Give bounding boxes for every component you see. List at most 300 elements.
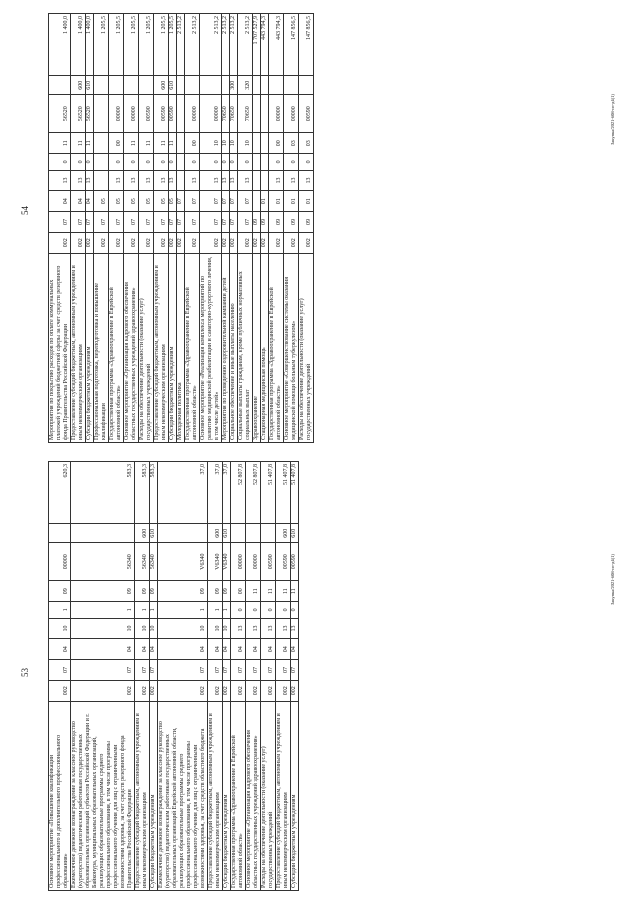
cell-sum: 583,3 bbox=[135, 462, 150, 524]
footer-left: Закупка/2021-608-сп-д4(1) bbox=[610, 554, 615, 605]
cell-rz: 07 bbox=[49, 212, 71, 233]
cell-cs: 13 bbox=[299, 170, 314, 191]
cell-c3: 00 bbox=[185, 133, 200, 154]
cell-cs: 13 bbox=[231, 618, 246, 639]
cell-pr: 05 bbox=[169, 191, 177, 212]
cell-cs: 13 bbox=[154, 170, 169, 191]
cell-c4 bbox=[177, 95, 185, 133]
cell-cs: 13 bbox=[284, 170, 299, 191]
cell-pr: 01 bbox=[261, 191, 269, 212]
cell-c3: 11 bbox=[291, 581, 299, 602]
cell-cs: 13 bbox=[246, 618, 261, 639]
cell-sum: 2 513,2 bbox=[238, 14, 253, 76]
cell-c2: 0 bbox=[139, 154, 154, 170]
table-row bbox=[246, 462, 261, 891]
cell-cs: 13 bbox=[269, 170, 284, 191]
cell-name: Государственная программа «Здравоохранение в Еврейской автономной области» bbox=[109, 253, 124, 442]
cell-rz: 07 bbox=[261, 660, 276, 681]
cell-c3: 03 bbox=[284, 133, 299, 154]
cell-c2: 0 bbox=[269, 154, 284, 170]
cell-c3: 09 bbox=[158, 581, 208, 602]
cell-vr bbox=[49, 524, 71, 543]
table-row bbox=[200, 14, 222, 443]
cell-c3: 10 bbox=[230, 133, 238, 154]
cell-c2: 0 bbox=[299, 154, 314, 170]
cell-c2 bbox=[261, 154, 269, 170]
cell-c2: 1 bbox=[49, 602, 71, 618]
cell-vr: 300 bbox=[230, 76, 238, 95]
cell-cs: 13 bbox=[291, 618, 299, 639]
cell-vr bbox=[185, 76, 200, 95]
cell-c2: 1 bbox=[208, 602, 223, 618]
cell-vr bbox=[222, 76, 230, 95]
cell-c3: 00 bbox=[231, 581, 246, 602]
cell-c3: 00 bbox=[109, 133, 124, 154]
cell-pr: 07 bbox=[177, 191, 185, 212]
cell-pr: 01 bbox=[299, 191, 314, 212]
cell-pr: 04 bbox=[150, 639, 158, 660]
cell-sum: 443 794,3 bbox=[269, 14, 284, 76]
cell-sum: 2 513,2 bbox=[185, 14, 200, 76]
cell-org: 002 bbox=[169, 232, 177, 253]
cell-cs: 13 bbox=[86, 170, 94, 191]
table-row bbox=[291, 462, 299, 891]
cell-rz: 07 bbox=[246, 660, 261, 681]
cell-c4: 56520 bbox=[86, 95, 94, 133]
cell-name: Мероприятия по проведению оздоровительной кампании детей bbox=[222, 253, 230, 442]
cell-name: Предоставление субсидий бюджетным, автономным учреждениям и иным некоммерческим организациям bbox=[276, 701, 291, 890]
cell-pr: 04 bbox=[49, 191, 71, 212]
cell-c3: 09 bbox=[135, 581, 150, 602]
table-row bbox=[238, 14, 253, 443]
cell-org: 002 bbox=[71, 232, 86, 253]
cell-cs: 13 bbox=[49, 170, 71, 191]
cell-vr bbox=[158, 524, 208, 543]
cell-vr: 600 bbox=[276, 524, 291, 543]
table-row bbox=[71, 14, 86, 443]
cell-rz: 07 bbox=[177, 212, 185, 233]
cell-name: Ежемесячное денежное вознаграждение за классное руководство (кураторство) педагогическим работникам государственных образовательных организаций субъектов Российской Федерации и г. Байконура, муниципальных образовательных организаций, реализующих образовательные программы среднего профессионального образования, в том числе программы профессионального обучения для лиц с ограниченными возможностями здоровья, за счет средств резервного фонда Правительства Российской Федерации bbox=[71, 701, 135, 890]
cell-c3: 11 bbox=[169, 133, 177, 154]
cell-sum: 1 400,0 bbox=[49, 14, 71, 76]
cell-cs: 13 bbox=[71, 170, 86, 191]
cell-c2: 0 bbox=[109, 154, 124, 170]
cell-c2 bbox=[177, 154, 185, 170]
cell-pr: 05 bbox=[94, 191, 109, 212]
cell-name: Субсидии бюджетным учреждениям bbox=[291, 701, 299, 890]
cell-rz: 07 bbox=[185, 212, 200, 233]
cell-c2: 0 bbox=[71, 154, 86, 170]
cell-c4: 70650 bbox=[238, 95, 253, 133]
cell-rz: 07 bbox=[71, 212, 86, 233]
cell-pr: 05 bbox=[139, 191, 154, 212]
cell-vr bbox=[284, 76, 299, 95]
cell-c2: 0 bbox=[261, 602, 276, 618]
table-row bbox=[223, 462, 231, 891]
cell-rz: 07 bbox=[86, 212, 94, 233]
cell-pr: 04 bbox=[261, 639, 276, 660]
cell-name: Расходы на обеспечение деятельности (оказание услуг) государственных учреждений bbox=[261, 701, 276, 890]
cell-sum: 1 205,5 bbox=[154, 14, 169, 76]
cell-sum: 620,3 bbox=[49, 462, 71, 524]
cell-org: 002 bbox=[124, 232, 139, 253]
cell-sum: 1 205,5 bbox=[94, 14, 109, 76]
table-row bbox=[276, 462, 291, 891]
table-row bbox=[269, 14, 284, 443]
cell-org: 002 bbox=[185, 232, 200, 253]
cell-c4: V6340 bbox=[223, 543, 231, 581]
cell-c4: 00590 bbox=[169, 95, 177, 133]
cell-org: 002 bbox=[238, 232, 253, 253]
cell-pr: 07 bbox=[185, 191, 200, 212]
cell-pr: 04 bbox=[135, 639, 150, 660]
cell-name: Основное мероприятие «Повышение квалификации профессионального и дополнительного профессионального образования» bbox=[49, 701, 71, 890]
cell-pr: 04 bbox=[231, 639, 246, 660]
cell-c4: 00000 bbox=[49, 543, 71, 581]
cell-pr: 01 bbox=[284, 191, 299, 212]
cell-c4 bbox=[261, 95, 269, 133]
cell-c4: 00590 bbox=[276, 543, 291, 581]
cell-sum: 443 794,3 bbox=[261, 14, 269, 76]
table-row bbox=[150, 462, 158, 891]
cell-name: Профессиональная подготовка, переподготовка и повышение квалификации bbox=[94, 253, 109, 442]
cell-org: 002 bbox=[291, 680, 299, 701]
cell-vr bbox=[246, 524, 261, 543]
cell-c2: 0 bbox=[284, 154, 299, 170]
cell-vr: 610 bbox=[169, 76, 177, 95]
cell-name: Расходы на обеспечение деятельности (оказание услуг) государственных учреждений bbox=[299, 253, 314, 442]
cell-c2 bbox=[94, 154, 109, 170]
cell-sum: 1 205,5 bbox=[109, 14, 124, 76]
page-number-left: 53 bbox=[20, 668, 30, 677]
cell-rz: 07 bbox=[139, 212, 154, 233]
cell-c3: 11 bbox=[124, 133, 139, 154]
cell-cs bbox=[261, 170, 269, 191]
cell-vr: 600 bbox=[71, 76, 86, 95]
cell-c4: 00000 bbox=[185, 95, 200, 133]
cell-rz: 07 bbox=[223, 660, 231, 681]
table-row bbox=[154, 14, 169, 443]
cell-pr: 07 bbox=[230, 191, 238, 212]
table-row bbox=[231, 462, 246, 891]
cell-c3: 11 bbox=[154, 133, 169, 154]
table-row bbox=[261, 14, 269, 443]
cell-c3: 11 bbox=[139, 133, 154, 154]
cell-rz: 09 bbox=[261, 212, 269, 233]
cell-vr bbox=[94, 76, 109, 95]
cell-c4: 00000 bbox=[124, 95, 139, 133]
cell-name: Предоставление субсидий бюджетным, автономным учреждениям и иным некоммерческим организациям bbox=[154, 253, 169, 442]
cell-c2: 0 bbox=[230, 154, 238, 170]
cell-cs: 10 bbox=[49, 618, 71, 639]
cell-rz: 07 bbox=[94, 212, 109, 233]
cell-name: Основное мероприятие «Организация кадрового обеспечения областных государственных учреждений здравоохранения» bbox=[246, 701, 261, 890]
cell-rz: 07 bbox=[238, 212, 253, 233]
footer-right: Закупка/2021-608-сп-д4(1) bbox=[610, 94, 615, 145]
cell-org: 002 bbox=[139, 232, 154, 253]
cell-cs: 13 bbox=[169, 170, 177, 191]
table-row bbox=[169, 14, 177, 443]
cell-pr: 04 bbox=[71, 639, 135, 660]
cell-cs: 13 bbox=[222, 170, 230, 191]
cell-rz: 07 bbox=[291, 660, 299, 681]
cell-c3: 09 bbox=[49, 581, 71, 602]
cell-c3: 10 bbox=[238, 133, 253, 154]
page-number-right: 54 bbox=[20, 206, 30, 215]
cell-name: Молодежная политика bbox=[177, 253, 185, 442]
cell-c3: 11 bbox=[49, 133, 71, 154]
cell-cs bbox=[253, 170, 261, 191]
cell-name: Здравоохранение bbox=[253, 253, 261, 442]
table-row bbox=[222, 14, 230, 443]
cell-name: Расходы на обеспечение деятельности (оказание услуг) государственных учреждений bbox=[139, 253, 154, 442]
table-row bbox=[94, 14, 109, 443]
cell-vr bbox=[49, 76, 71, 95]
cell-rz: 07 bbox=[208, 660, 223, 681]
cell-c4: 70650 bbox=[230, 95, 238, 133]
cell-sum: 51 407,8 bbox=[291, 462, 299, 524]
table-row bbox=[253, 14, 261, 443]
cell-vr bbox=[261, 524, 276, 543]
cell-rz: 07 bbox=[49, 660, 71, 681]
cell-vr: 600 bbox=[135, 524, 150, 543]
cell-c2 bbox=[253, 154, 261, 170]
cell-org: 002 bbox=[284, 232, 299, 253]
cell-c4: V6340 bbox=[208, 543, 223, 581]
cell-org: 002 bbox=[261, 232, 269, 253]
cell-vr: 610 bbox=[223, 524, 231, 543]
cell-cs bbox=[94, 170, 109, 191]
cell-cs: 13 bbox=[230, 170, 238, 191]
cell-vr bbox=[200, 76, 222, 95]
cell-c2: 0 bbox=[169, 154, 177, 170]
cell-sum: 52 807,8 bbox=[246, 462, 261, 524]
cell-c4: 00000 bbox=[284, 95, 299, 133]
cell-c2: 0 bbox=[276, 602, 291, 618]
cell-sum: 147 856,5 bbox=[299, 14, 314, 76]
cell-rz: 09 bbox=[299, 212, 314, 233]
budget-table-left bbox=[48, 461, 299, 891]
cell-rz: 07 bbox=[109, 212, 124, 233]
cell-sum: 1 400,0 bbox=[86, 14, 94, 76]
cell-sum: 1 205,5 bbox=[169, 14, 177, 76]
cell-c3: 09 bbox=[71, 581, 135, 602]
cell-c4: 00590 bbox=[291, 543, 299, 581]
cell-c3: 10 bbox=[222, 133, 230, 154]
cell-c2: 1 bbox=[223, 602, 231, 618]
cell-org: 002 bbox=[246, 680, 261, 701]
cell-name: Основное мероприятие «Организация кадрового обеспечения областных государственных учреждений здравоохранения» bbox=[124, 253, 139, 442]
budget-table-right bbox=[48, 13, 314, 443]
cell-org: 002 bbox=[222, 232, 230, 253]
table-row bbox=[230, 14, 238, 443]
cell-cs: 13 bbox=[200, 170, 222, 191]
cell-org: 002 bbox=[109, 232, 124, 253]
cell-rz: 09 bbox=[253, 212, 261, 233]
cell-c4: 00590 bbox=[299, 95, 314, 133]
cell-c2: 0 bbox=[238, 154, 253, 170]
cell-org: 002 bbox=[208, 680, 223, 701]
cell-name: Предоставление субсидий бюджетным, автономным учреждениям и иным некоммерческим организациям bbox=[71, 253, 86, 442]
cell-cs: 13 bbox=[124, 170, 139, 191]
cell-cs: 13 bbox=[185, 170, 200, 191]
cell-c4: V6340 bbox=[158, 543, 208, 581]
cell-c3: 11 bbox=[86, 133, 94, 154]
cell-vr: 610 bbox=[150, 524, 158, 543]
cell-rz: 07 bbox=[231, 660, 246, 681]
cell-rz: 09 bbox=[284, 212, 299, 233]
cell-c3 bbox=[177, 133, 185, 154]
cell-sum: 583,3 bbox=[150, 462, 158, 524]
cell-rz: 07 bbox=[230, 212, 238, 233]
cell-c3 bbox=[94, 133, 109, 154]
cell-pr: 04 bbox=[49, 639, 71, 660]
cell-sum: 1 205,5 bbox=[139, 14, 154, 76]
cell-name: Основное мероприятие «Реализация комплекса мероприятий по развитию медицинской реабилитации и санаторно-курортного лечения, в том числе детей» bbox=[200, 253, 222, 442]
cell-org: 002 bbox=[261, 680, 276, 701]
cell-cs: 10 bbox=[208, 618, 223, 639]
cell-org: 002 bbox=[223, 680, 231, 701]
cell-org: 002 bbox=[86, 232, 94, 253]
cell-org: 002 bbox=[269, 232, 284, 253]
cell-vr bbox=[71, 524, 135, 543]
cell-name: Основное мероприятие «Совершенствование системы оказания медицинской помощи больным туберкулезом» bbox=[284, 253, 299, 442]
cell-rz: 07 bbox=[124, 212, 139, 233]
cell-cs: 13 bbox=[109, 170, 124, 191]
cell-c2: 1 bbox=[71, 602, 135, 618]
cell-pr: 01 bbox=[269, 191, 284, 212]
cell-org: 002 bbox=[150, 680, 158, 701]
cell-vr: 610 bbox=[86, 76, 94, 95]
cell-c4 bbox=[253, 95, 261, 133]
cell-c4: 00000 bbox=[200, 95, 222, 133]
table-row bbox=[109, 14, 124, 443]
cell-pr: 05 bbox=[124, 191, 139, 212]
cell-vr: 320 bbox=[238, 76, 253, 95]
cell-c3: 09 bbox=[150, 581, 158, 602]
table-row bbox=[135, 462, 150, 891]
table-row bbox=[158, 462, 208, 891]
cell-org: 002 bbox=[231, 680, 246, 701]
cell-rz: 07 bbox=[276, 660, 291, 681]
cell-sum: 2 513,2 bbox=[222, 14, 230, 76]
cell-name: Субсидии бюджетным учреждениям bbox=[150, 701, 158, 890]
cell-cs: 10 bbox=[223, 618, 231, 639]
cell-name: Предоставление субсидий бюджетным, автономным учреждениям и иным некоммерческим организациям bbox=[135, 701, 150, 890]
cell-c4: 56520 bbox=[71, 95, 86, 133]
cell-vr bbox=[261, 76, 269, 95]
cell-vr bbox=[109, 76, 124, 95]
table-row bbox=[86, 14, 94, 443]
cell-org: 002 bbox=[158, 680, 208, 701]
cell-pr: 05 bbox=[109, 191, 124, 212]
cell-rz: 07 bbox=[135, 660, 150, 681]
table-row bbox=[299, 14, 314, 443]
cell-pr: 04 bbox=[246, 639, 261, 660]
cell-c2: 1 bbox=[135, 602, 150, 618]
cell-name: Субсидии бюджетным учреждениям bbox=[169, 253, 177, 442]
cell-cs: 10 bbox=[135, 618, 150, 639]
cell-vr: 600 bbox=[154, 76, 169, 95]
cell-sum: 2 513,2 bbox=[200, 14, 222, 76]
cell-rz: 09 bbox=[269, 212, 284, 233]
cell-vr bbox=[139, 76, 154, 95]
cell-c2: 0 bbox=[185, 154, 200, 170]
cell-c4: 56340 bbox=[150, 543, 158, 581]
cell-cs bbox=[177, 170, 185, 191]
cell-pr: 04 bbox=[223, 639, 231, 660]
cell-cs: 13 bbox=[139, 170, 154, 191]
cell-c4 bbox=[94, 95, 109, 133]
cell-sum: 2 513,2 bbox=[177, 14, 185, 76]
cell-name: Государственная программа «Здравоохранение в Еврейской автономной области» bbox=[185, 253, 200, 442]
cell-cs: 10 bbox=[158, 618, 208, 639]
cell-c2: 0 bbox=[124, 154, 139, 170]
cell-sum: 52 807,8 bbox=[231, 462, 246, 524]
cell-c3 bbox=[261, 133, 269, 154]
cell-c4: 56340 bbox=[135, 543, 150, 581]
cell-c4: 00000 bbox=[246, 543, 261, 581]
cell-cs: 10 bbox=[71, 618, 135, 639]
cell-c4: 00590 bbox=[261, 543, 276, 581]
cell-c3: 11 bbox=[261, 581, 276, 602]
table-row bbox=[71, 462, 135, 891]
cell-c3: 00 bbox=[269, 133, 284, 154]
cell-name: Субсидии бюджетным учреждениям bbox=[86, 253, 94, 442]
cell-rz: 07 bbox=[169, 212, 177, 233]
cell-pr: 07 bbox=[200, 191, 222, 212]
cell-org: 002 bbox=[135, 680, 150, 701]
cell-c4: 56520 bbox=[49, 95, 71, 133]
cell-sum: 51 407,8 bbox=[261, 462, 276, 524]
cell-pr: 04 bbox=[158, 639, 208, 660]
cell-c3: 11 bbox=[71, 133, 86, 154]
table-row bbox=[208, 462, 223, 891]
cell-sum: 1 707 527,9 bbox=[253, 14, 261, 76]
cell-org: 002 bbox=[230, 232, 238, 253]
cell-c3 bbox=[253, 133, 261, 154]
cell-c2: 1 bbox=[158, 602, 208, 618]
cell-org: 002 bbox=[154, 232, 169, 253]
cell-c2: 0 bbox=[49, 154, 71, 170]
cell-sum: 1 205,5 bbox=[124, 14, 139, 76]
cell-sum: 37,0 bbox=[208, 462, 223, 524]
cell-name: Мероприятия по покрытию расходов по оплате коммунальных платежей учреждений бюджетной сферы за счет средств резервного фонда Правительства Российской Федерации bbox=[49, 253, 71, 442]
cell-org: 002 bbox=[299, 232, 314, 253]
cell-c3: 11 bbox=[276, 581, 291, 602]
cell-org: 002 bbox=[49, 680, 71, 701]
cell-vr bbox=[269, 76, 284, 95]
cell-org: 002 bbox=[253, 232, 261, 253]
cell-pr: 07 bbox=[238, 191, 253, 212]
cell-rz: 07 bbox=[150, 660, 158, 681]
cell-org: 002 bbox=[71, 680, 135, 701]
table-row bbox=[49, 462, 71, 891]
cell-c4: 70650 bbox=[222, 95, 230, 133]
table-row bbox=[284, 14, 299, 443]
cell-vr bbox=[231, 524, 246, 543]
cell-c2: 0 bbox=[222, 154, 230, 170]
cell-c3: 09 bbox=[208, 581, 223, 602]
cell-vr bbox=[124, 76, 139, 95]
cell-c4: 00590 bbox=[139, 95, 154, 133]
cell-vr bbox=[253, 76, 261, 95]
cell-pr: 05 bbox=[154, 191, 169, 212]
cell-c4: 00000 bbox=[109, 95, 124, 133]
cell-sum: 51 407,8 bbox=[276, 462, 291, 524]
cell-cs: 13 bbox=[276, 618, 291, 639]
cell-pr: 07 bbox=[222, 191, 230, 212]
